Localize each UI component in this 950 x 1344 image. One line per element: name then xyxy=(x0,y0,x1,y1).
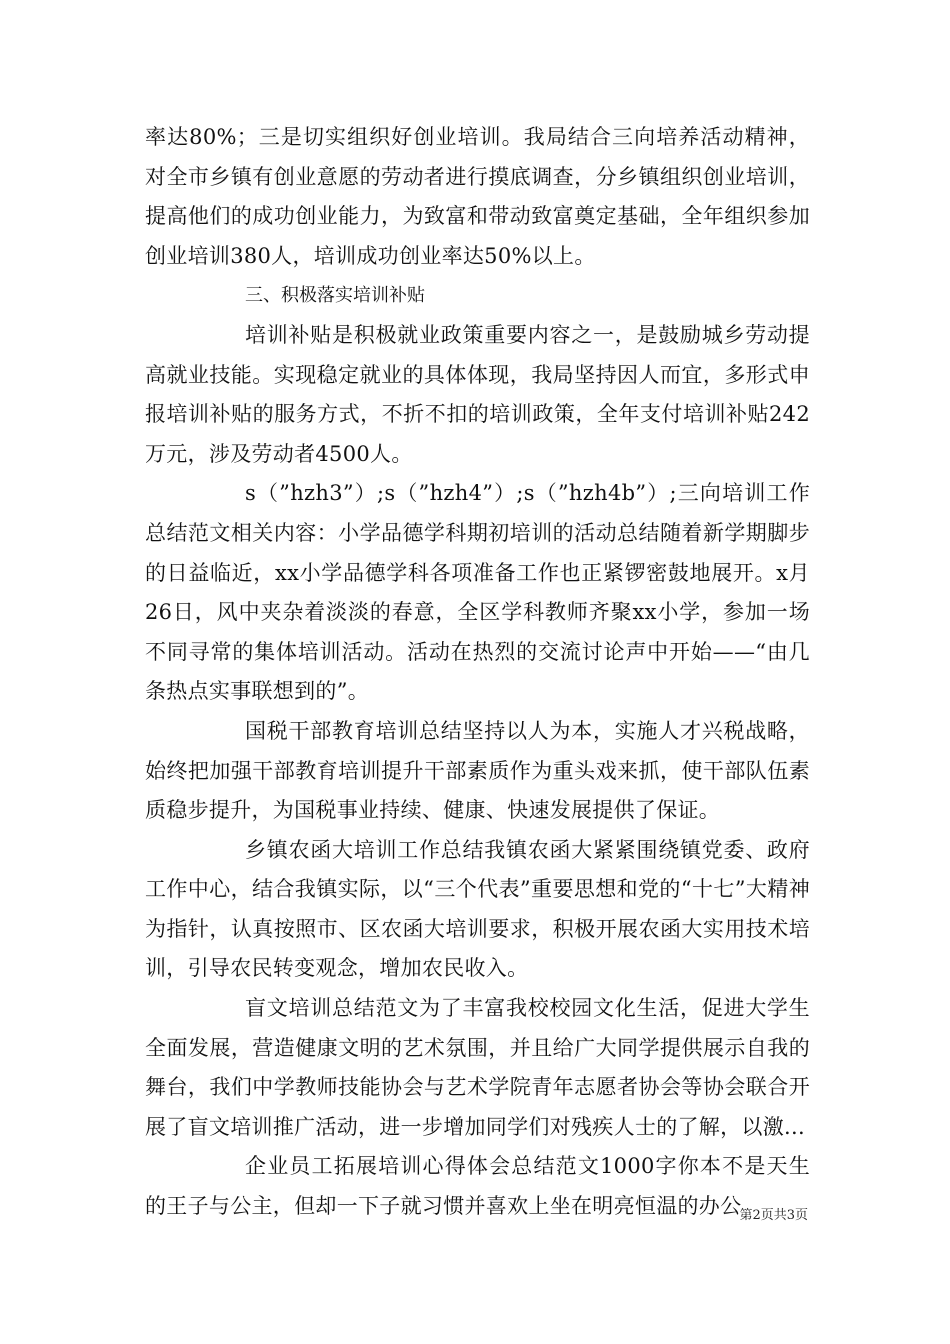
page-number-footer: 第2页共3页 xyxy=(739,1208,808,1223)
paragraph-employee-training: 企业员工拓展培训心得体会总结范文1000字你本不是天生的王子与公主，但却一下子就习惯并喜欢上坐在明亮恒温的办公 xyxy=(145,1154,810,1219)
paragraph-braille-training: 盲文培训总结范文为了丰富我校校园文化生活，促进大学生全面发展，营造健康文明的艺术氛围，并且给广大同学提供展示自我的舞台，我们中学教师技能协会与艺术学院青年志愿者协会等协会联合开展了盲文培训推广活动，进一步增加同学们对残疾人士的了解，以激... xyxy=(145,996,810,1139)
document-body xyxy=(145,118,810,1227)
paragraph-training-subsidy: 培训补贴是积极就业政策重要内容之一，是鼓励城乡劳动提高就业技能。实现稳定就业的具体体现，我局坚持因人而宜，多形式申报培训补贴的服务方式，不折不扣的培训政策，全年支付培训补贴242万元，涉及劳动者4500人。 xyxy=(145,322,810,466)
paragraph-continuation: 率达80%；三是切实组织好创业培训。我局结合三向培养活动精神，对全市乡镇有创业意愿的劳动者进行摸底调查，分乡镇组织创业培训，提高他们的成功创业能力，为致富和带动致富奠定基础，全年组织参加创业培训380人，培训成功创业率达50%以上。 xyxy=(145,125,810,268)
paragraph-related-content: s（”hzh3”）;s（”hzh4”）;s（”hzh4b”）;三向培训工作总结范文相关内容：小学品德学科期初培训的活动总结随着新学期脚步的日益临近，xx小学品德学科各项准备工作也正紧锣密鼓地展开。x月26日，风中夹杂着淡淡的春意，全区学科教师齐聚xx小学，参加一场不同寻常的集体培训活动。活动在热烈的交流讨论声中开始——“由几条热点实事联想到的”。 xyxy=(145,481,810,704)
paragraph-township-training: 乡镇农函大培训工作总结我镇农函大紧紧围绕镇党委、政府工作中心，结合我镇实际，以“三个代表”重要思想和党的“十七”大精神为指针，认真按照市、区农函大培训要求，积极开展农函大实用技术培训，引导农民转变观念，增加农民收入。 xyxy=(145,837,810,981)
paragraph-tax-cadre-training: 国税干部教育培训总结坚持以人为本，实施人才兴税战略，始终把加强干部教育培训提升干部素质作为重头戏来抓，使干部队伍素质稳步提升，为国税事业持续、健康、快速发展提供了保证。 xyxy=(145,718,810,823)
section-heading: 三、积极落实培训补贴 xyxy=(245,285,425,307)
